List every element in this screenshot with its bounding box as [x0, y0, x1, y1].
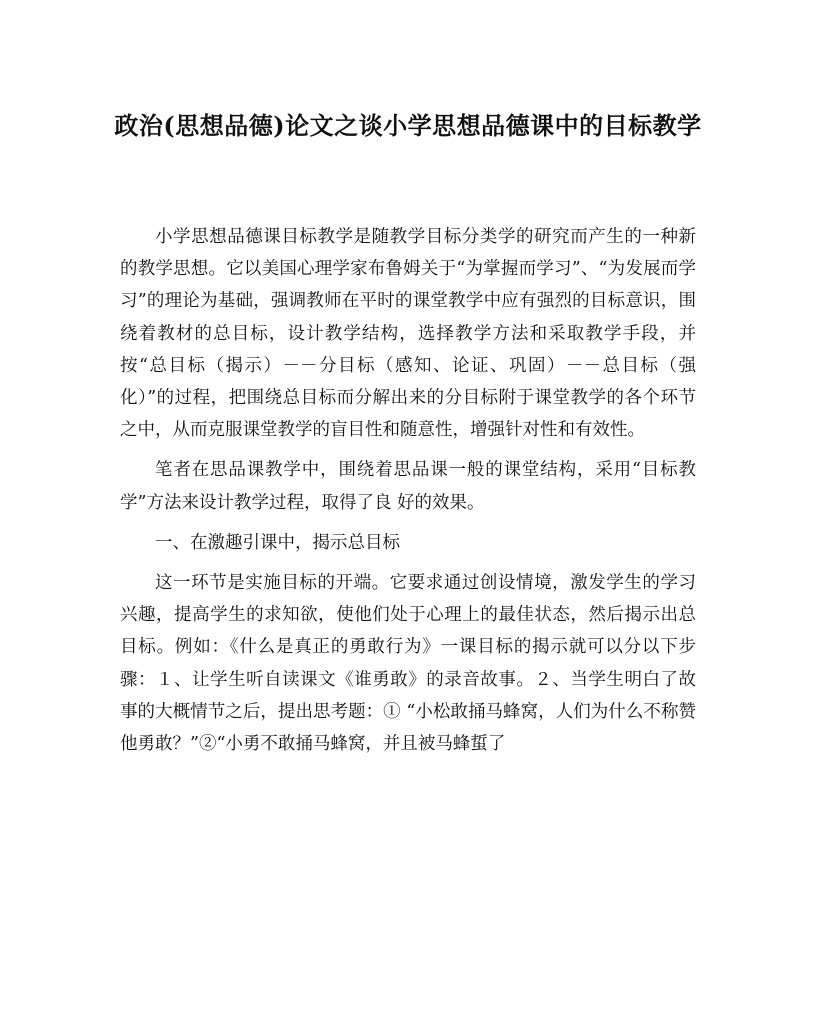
- body-paragraph: 这一环节是实施目标的开端。它要求通过创设情境，激发学生的学习兴趣，提高学生的求知欲，使他们处于心理上的最佳状态，然后揭示出总目标。例如：《什么是真正的勇敢行为》一课目标的揭示就可以分以下步骤：１、让学生听自读课文《谁勇敢》的录音故事。２、当学生明白了故事的大概情节之后，提出思考题：① “小松敢捅马蜂窝，人们为什么不称赞他勇敢？”②“小勇不敢捅马蜂窝，并且被马蜂蜇了: [120, 573, 696, 755]
- section-heading: 一、在激趣引课中，揭示总目标: [155, 532, 400, 553]
- body-paragraph: 小学思想品德课目标教学是随教学目标分类学的研究而产生的一种新的教学思想。它以美国心理学家布鲁姆关于“为掌握而学习”、“为发展而学习”的理论为基础，强调教师在平时的课堂教学中应有强烈的目标意识，围绕着教材的总目标，设计教学结构，选择教学方法和采取教学手段，并按“总目标（揭示）－－分目标（感知、论证、巩固）－－总目标（强化）”的过程，把围绕总目标而分解出来的分目标附于课堂教学的各个环节之中，从而克服课堂教学的盲目性和随意性，增强针对性和有效性。: [120, 227, 696, 441]
- body-paragraph: 笔者在思品课教学中，围绕着思品课一般的课堂结构，采用“目标教学”方法来设计教学过程，取得了良 好的效果。: [120, 460, 696, 513]
- document-body: [120, 221, 696, 768]
- document-title: 政治(思想品德)论文之谈小学思想品德课中的目标教学: [114, 111, 702, 140]
